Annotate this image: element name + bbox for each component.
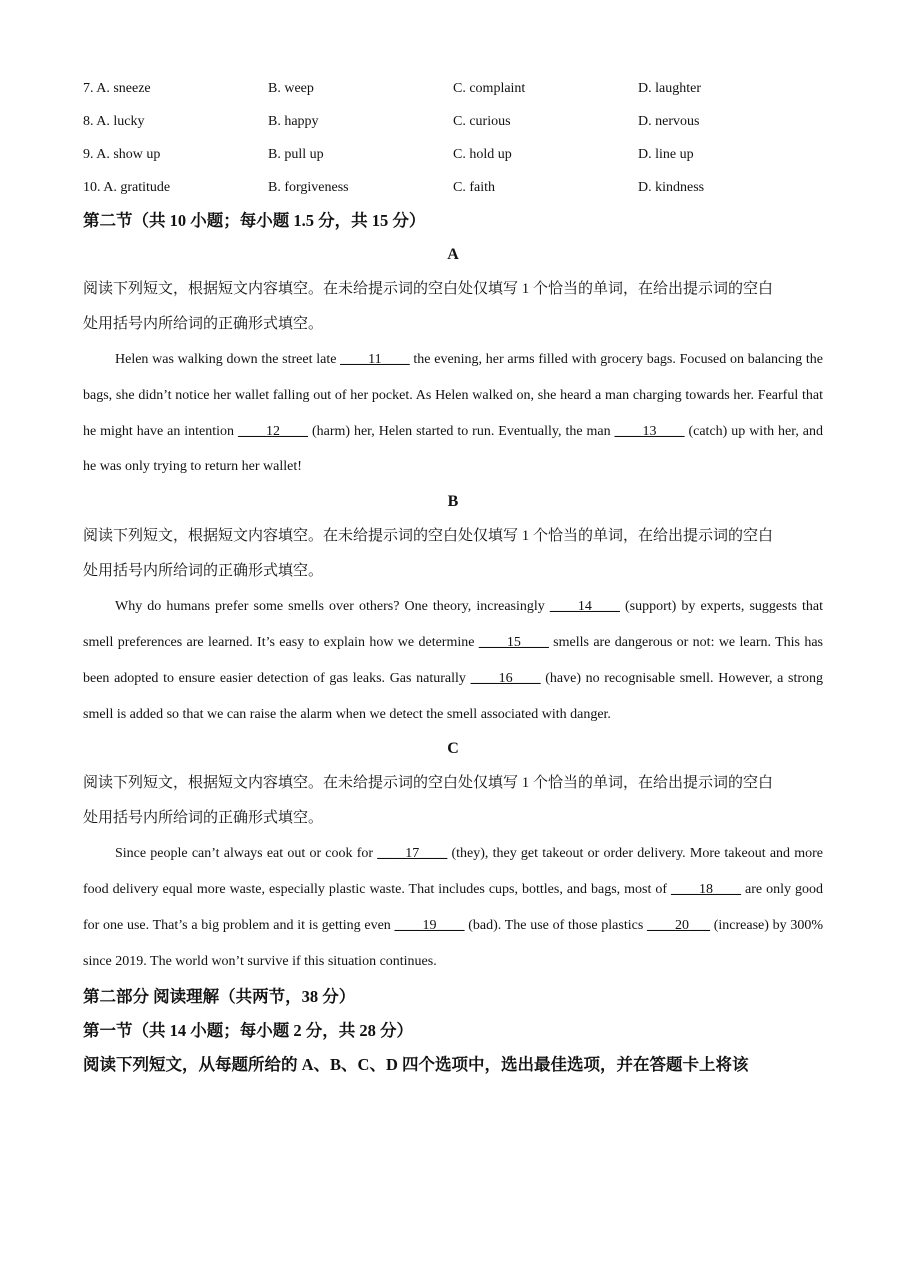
passage-b-text-4: (have) no recognisable smell. However, a strong smell is added so that we can raise the alarm when we detect the smell associated with danger.	[83, 670, 824, 722]
passage-c-text-1: Since people can’t always eat out or cook for	[115, 846, 378, 862]
passage-c-text-2: (they), they get takeout or order delivery. More takeout and more food delivery equal more waste, especially plastic waste. That includes cups, bottles, and bags, most of	[83, 846, 824, 898]
passage-c-instruction-line2: 处用括号内所给词的正确形式填空。	[83, 810, 324, 827]
blank-18: ____18____	[671, 882, 742, 898]
question-9-options	[83, 138, 823, 171]
option-9d: D. line up	[638, 146, 694, 162]
passage-b-text-1: Why do humans prefer some smells over others? One theory, increasingly	[115, 599, 550, 615]
passage-a-text	[83, 342, 823, 485]
passage-b-letter: B	[447, 493, 459, 511]
passage-c-letter: C	[447, 740, 459, 758]
passage-b-text-2: (support) by experts, suggests that smell preferences are learned. It’s easy to explain how we determine	[83, 599, 823, 650]
passage-b-text-3: smells are dangerous or not: we learn. This has been adopted to ensure easier detection of gas leaks. Gas naturally	[83, 634, 823, 686]
option-10a: 10. A. gratitude	[83, 179, 171, 195]
blank-12: ____12____	[238, 423, 308, 439]
option-10c: C. faith	[453, 179, 495, 195]
option-10b: B. forgiveness	[268, 179, 349, 195]
blank-20: ____20___	[647, 917, 710, 933]
passage-c-instruction-line1: 阅读下列短文，根据短文内容填空。在未给提示词的空白处仅填写 1 个恰当的单词，在给出提示词的空白	[83, 775, 774, 792]
passage-c-text	[83, 836, 823, 979]
blank-13: ____13____	[614, 423, 685, 439]
passage-b-text	[83, 589, 823, 732]
passage-a-instruction-line1: 阅读下列短文，根据短文内容填空。在未给提示词的空白处仅填写 1 个恰当的单词，在给出提示词的空白	[83, 281, 774, 297]
option-9a: 9. A. show up	[83, 146, 161, 162]
option-8c: C. curious	[453, 113, 511, 129]
question-7-options	[83, 72, 823, 105]
passage-c-text-5: (increase) by 300% since 2019. The world won’t survive if this situation continues.	[83, 917, 824, 969]
passage-b-instruction-line2: 处用括号内所给词的正确形式填空。	[83, 563, 324, 580]
option-8b: B. happy	[268, 113, 319, 129]
passage-a-text-4: (catch) up with her, and he was only trying to return her wallet!	[83, 423, 823, 475]
option-7c: C. complaint	[453, 80, 526, 96]
exam-page	[83, 72, 823, 1082]
option-7b: B. weep	[268, 80, 314, 96]
question-8-options	[83, 105, 823, 138]
blank-17: ____17____	[377, 846, 448, 862]
options-block	[83, 72, 823, 204]
blank-11: ____11____	[340, 352, 410, 367]
question-10-options	[83, 171, 823, 204]
blank-14: ____14____	[549, 599, 620, 615]
option-9b: B. pull up	[268, 146, 324, 162]
option-7a: 7. A. sneeze	[83, 80, 151, 96]
part2-section1-title: 第一节（共 14 小题；每小题 2 分，共 28 分）	[83, 1020, 413, 1040]
passage-a-instruction-line2: 处用括号内所给词的正确形式填空。	[83, 316, 324, 332]
passage-a-text-1: Helen was walking down the street late	[115, 352, 341, 367]
passage-c-text-3: are only good for one use. That’s a big problem and it is getting even	[83, 882, 823, 933]
option-10d: D. kindness	[638, 179, 705, 195]
passage-a-letter: A	[447, 246, 459, 263]
passage-a-text-3: (harm) her, Helen started to run. Eventually, the man	[308, 423, 615, 439]
blank-16: ____16____	[470, 670, 541, 686]
passage-c-text-4: (bad). The use of those plastics	[464, 917, 647, 933]
part2-title: 第二部分 阅读理解（共两节，38 分）	[83, 986, 356, 1006]
section2-title: 第二节（共 10 小题；每小题 1.5 分，共 15 分）	[83, 211, 426, 230]
blank-15: ____15____	[478, 634, 549, 650]
passage-b-instruction-line1: 阅读下列短文，根据短文内容填空。在未给提示词的空白处仅填写 1 个恰当的单词，在给出提示词的空白	[83, 528, 774, 545]
option-7d: D. laughter	[638, 80, 701, 96]
blank-19: ____19____	[394, 917, 465, 933]
passage-a-text-2: the evening, her arms filled with grocery bags. Focused on balancing the bags, she didn’t notice her wallet falling out of her pocket. As Helen walked on, she heard a man charging towards her. Fearful that he might have an intention	[83, 352, 823, 439]
option-9c: C. hold up	[453, 146, 512, 162]
option-8a: 8. A. lucky	[83, 113, 145, 129]
option-8d: D. nervous	[638, 113, 700, 129]
part2-instruction: 阅读下列短文，从每题所给的 A、B、C、D 四个选项中，选出最佳选项，并在答题卡上将该	[83, 1054, 749, 1074]
